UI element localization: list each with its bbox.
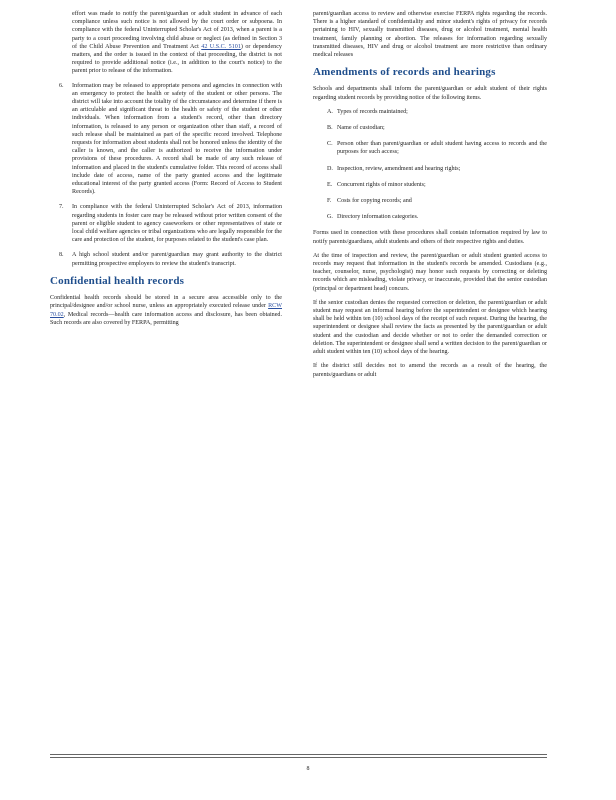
list-item: D. Inspection, review, amendment and hearing rights;: [327, 165, 461, 172]
item-text: In compliance with the federal Uninterrupted Scholar's Act of 2013, information regarding students in foster care may be released without prior written consent of the parent or eligible student to agency caseworkers or other representatives of state or local child welfare agencies or tribal organizations who are legally responsible for the care and protection of the student, for purposes related to the student's case plan.: [72, 204, 282, 244]
continuation-paragraph: parent/guardian access to review and otherwise exercise FERPA rights regarding the records. There is a higher standard of confidentiality and minor student's rights of privacy for records pertaining to HIV, sexually transmitted diseases, drug or alcohol treatment, mental health treatment, family planning or abortion. The releases for information regarding sexually transmitted diseases, HIV and drug or alcohol treatment are more restrictive than ordinary medical releases: [313, 11, 547, 59]
item-number: 8.: [59, 252, 64, 259]
health-paragraph: Confidential health records should be stored in a secure area accessible only to the principal/designee and/or school nurse, unless an appropriately executed release under RCW 70.02, Medical records—health care information access and disclosure, has been obtained. Such records are also covered by FERPA, permitting: [50, 295, 282, 326]
rcw-link[interactable]: RCW 70.02: [50, 303, 282, 318]
list-item: F. Costs for copying records; and: [327, 198, 412, 205]
right-column: [313, 10, 547, 385]
heading-amendments: Amendments of records and hearings: [313, 66, 496, 79]
list-item: C. Person other than parent/guardian or adult student having access to records and the purposes for such access;: [327, 141, 547, 156]
amendments-intro: Schools and departments shall inform the parent/guardian or adult student of their rights regarding student records by providing notice of the following items.: [313, 86, 547, 101]
item-text: Information may be released to appropriate persons and agencies in connection with an emergency to protect the health or safety of the student or other persons. The district will take into account the totality of the circumstance and determine if there is an articulable and significant threat to the health or safety of the student or other individuals. When information from a student's record, other than directory information, is released to any person or organization other than staff, a record of such release shall be maintained as part of the specific record involved. Telephone requests for information about students shall not be honored unless the identity of the caller is known, and the caller is authorized to receive the information under provisions of these procedures. A record shall be made of any such release of information and placed in the student's cumulative folder. This record of access shall include date of access, name of the party granted access and the legitimate educational interest of the party granted access (Form: Record of Access to Student Records).: [72, 82, 282, 196]
footer-rule-bottom: [50, 757, 547, 758]
page-number: 8: [306, 766, 310, 772]
item-text: A high school student and/or parent/guardian may grant authority to the district permitting prospective employers to review the student's transcript.: [72, 252, 282, 267]
list-item-8: [50, 251, 282, 267]
list-item: G. Directory information categories.: [327, 214, 419, 221]
list-item: A. Types of records maintained;: [327, 108, 408, 115]
list-item: E. Concurrent rights of minor students;: [327, 181, 426, 188]
intro-paragraph: effort was made to notify the parent/guardian or adult student in advance of each compliance unless such notice is not allowed by the court order or subpoena. In compliance with the federal Uninterrupted Scholar's Act of 2013, when a parent is a party to a court proceeding involving child abuse or neglect (as defined in Section 3 of the Child Abuse Prevention and Treatment Act 42 U.S.C. 5101) or dependency matters, and the order is issued in the context of that proceeding, the district is not required to provide additional notice (i.e., in addition to the court's notice) to the parent prior to release of the information.: [72, 11, 282, 75]
heading-confidential-health-records: Confidential health records: [50, 274, 185, 287]
final-paragraph: If the district still decides not to amend the records as a result of the hearing, the parents/guardians or adult: [313, 363, 547, 378]
item-number: 7.: [59, 204, 64, 211]
usc-link[interactable]: 42 U.S.C. 5101: [201, 43, 241, 50]
footer-rule-top: [50, 754, 547, 755]
list-item-7: [50, 203, 282, 244]
item-number: 6.: [59, 82, 64, 89]
hearing-paragraph: If the senior custodian denies the requested correction or deletion, the parent/guardian or adult student may request an informal hearing before the superintendent or designee which hearing shall be held within ten (10) school days of the receipt of such request. During the hearing, the superintendent or designee shall review the facts as presented by the parent/guardian or adult student and the custodian and decide whether or not to order the demanded correction or deletion. The superintendent or designee shall send a written decision to the parent/guardian or adult student within ten (10) school days of the hearing.: [313, 299, 547, 356]
notice-list: [313, 108, 547, 222]
left-column: [50, 10, 282, 333]
list-item: B. Name of custodian;: [327, 125, 385, 132]
list-item-6: [50, 82, 282, 197]
forms-paragraph: Forms used in connection with these procedures shall contain information required by law to notify parents/guardians, adult students and others of their respective rights and duties.: [313, 230, 547, 245]
inspection-paragraph: At the time of inspection and review, the parent/guardian or adult student granted access to records may request that information in the student's records be amended. Custodians (e.g., teacher, counselor, nurse, psychologist) may honor such requests by correcting or deleting records which are misleading, violate privacy, or inaccurate, provided that the senior custodian (principal or department head) concurs.: [313, 252, 547, 292]
